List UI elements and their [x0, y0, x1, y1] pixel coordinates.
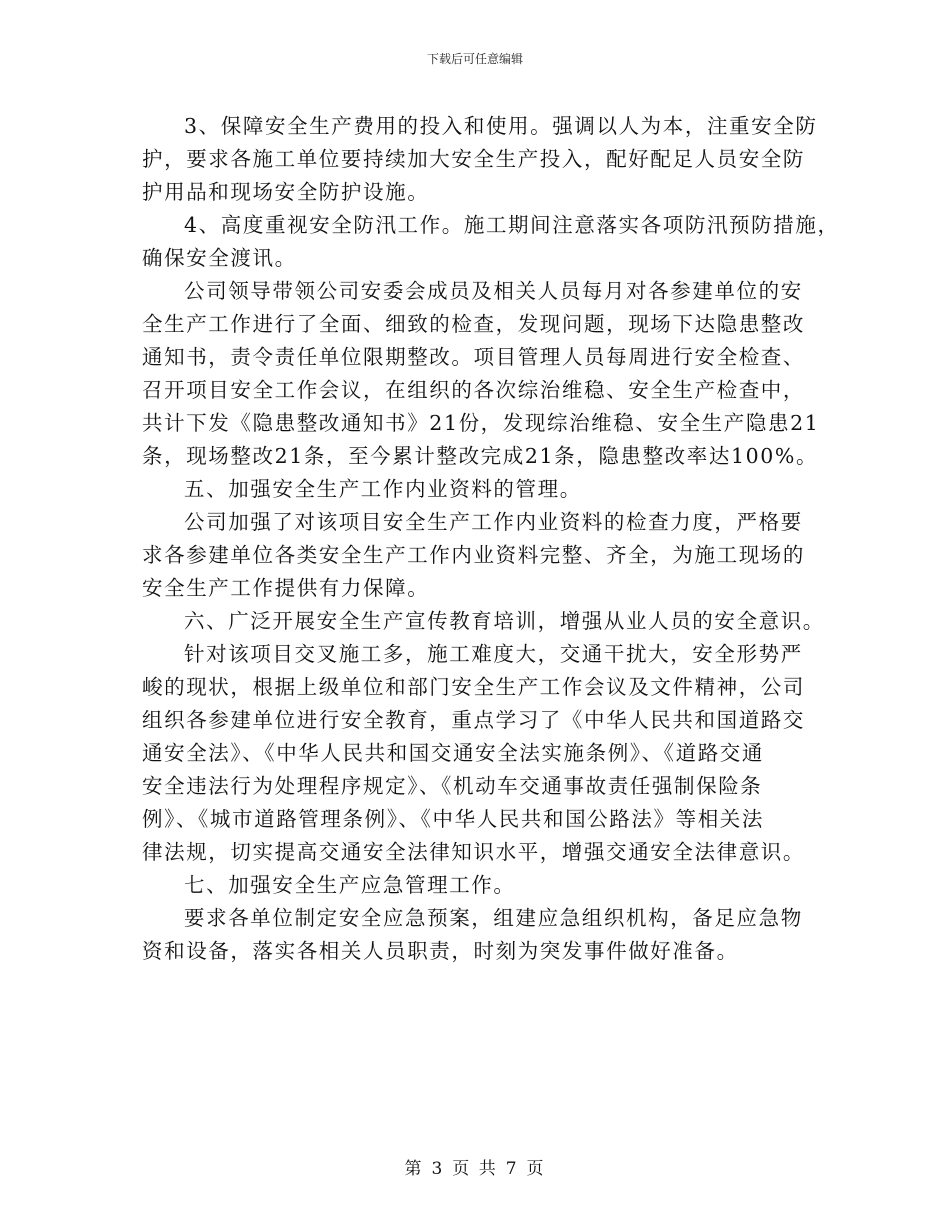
- page-header: 下载后可任意编辑: [426, 52, 523, 66]
- text-line: 通知书，责令责任单位限期整改。项目管理人员每周进行安全检查、: [142, 345, 805, 369]
- text-line: 公司领导带领公司安委会成员及相关人员每月对各参建单位的安: [184, 279, 803, 303]
- text-line: 安全违法行为处理程序规定》、《机动车交通事故责任强制保险条: [142, 774, 763, 798]
- text-line: 条，现场整改21条，至今累计整改完成21条，隐患整改率达100%。: [142, 444, 819, 468]
- text-line: 求各参建单位各类安全生产工作内业资料完整、齐全，为施工现场的: [142, 543, 805, 567]
- paragraph-records: [142, 506, 812, 605]
- text-line: 召开项目安全工作会议，在组织的各次综治维稳、安全生产检查中，: [142, 378, 805, 402]
- paragraph-flood-prevention: [142, 209, 840, 275]
- paragraph-emergency: [142, 902, 812, 968]
- text-line: 公司加强了对该项目安全生产工作内业资料的检查力度，严格要: [184, 510, 803, 534]
- text-line: 确保安全渡讯。: [142, 246, 297, 270]
- total-pages-number: 7: [505, 1159, 519, 1179]
- footer-prefix: 第: [404, 1159, 424, 1179]
- paragraph-education: [142, 638, 812, 869]
- text-line: 护，要求各施工单位要持续加大安全生产投入，配好配足人员安全防: [142, 147, 805, 171]
- section-heading-six: [142, 605, 825, 638]
- text-line: 针对该项目交叉施工多，施工难度大，交通干扰大，安全形势严: [184, 642, 803, 666]
- page-footer: [0, 1154, 950, 1179]
- text-line: 资和设备，落实各相关人员职责，时刻为突发事件做好准备。: [142, 939, 739, 963]
- section-heading-seven: [142, 869, 812, 902]
- text-line: 五、加强安全生产工作内业资料的管理。: [184, 477, 582, 501]
- text-line: 共计下发《隐患整改通知书》21份，发现综治维稳、安全生产隐患21: [142, 411, 820, 435]
- text-line: 组织各参建单位进行安全教育，重点学习了《中华人民共和国道路交: [142, 708, 805, 732]
- text-line: 七、加强安全生产应急管理工作。: [184, 873, 516, 897]
- footer-suffix: 页: [526, 1159, 546, 1179]
- paragraph-safety-funding: [142, 110, 818, 209]
- paragraph-inspection: [142, 275, 820, 473]
- text-line: 峻的现状，根据上级单位和部门安全生产工作会议及文件精神，公司: [142, 675, 805, 699]
- text-line: 例》、《城市道路管理条例》、《中华人民共和国公路法》等相关法: [142, 807, 764, 831]
- text-line: 护用品和现场安全防护设施。: [142, 180, 430, 204]
- section-heading-five: [142, 473, 812, 506]
- text-line: 通安全法》、《中华人民共和国交通安全法实施条例》、《道路交通: [142, 741, 764, 765]
- text-line: 要求各单位制定安全应急预案，组建应急组织机构，备足应急物: [184, 906, 803, 930]
- text-line: 安全生产工作提供有力保障。: [142, 576, 430, 600]
- text-line: 3、保障安全生产费用的投入和使用。强调以人为本，注重安全防: [184, 114, 818, 138]
- text-line: 律法规，切实提高交通安全法律知识水平，增强交通安全法律意识。: [142, 840, 805, 864]
- text-line: 4、高度重视安全防汛工作。施工期间注意落实各项防汛预防措施，: [184, 213, 840, 237]
- footer-middle: 页 共: [452, 1159, 498, 1179]
- document-body: [142, 110, 840, 968]
- text-line: 全生产工作进行了全面、细致的检查，发现问题，现场下达隐患整改: [142, 312, 805, 336]
- current-page-number: 3: [431, 1159, 445, 1179]
- text-line: 六、广泛开展安全生产宣传教育培训，增强从业人员的安全意识。: [184, 609, 825, 633]
